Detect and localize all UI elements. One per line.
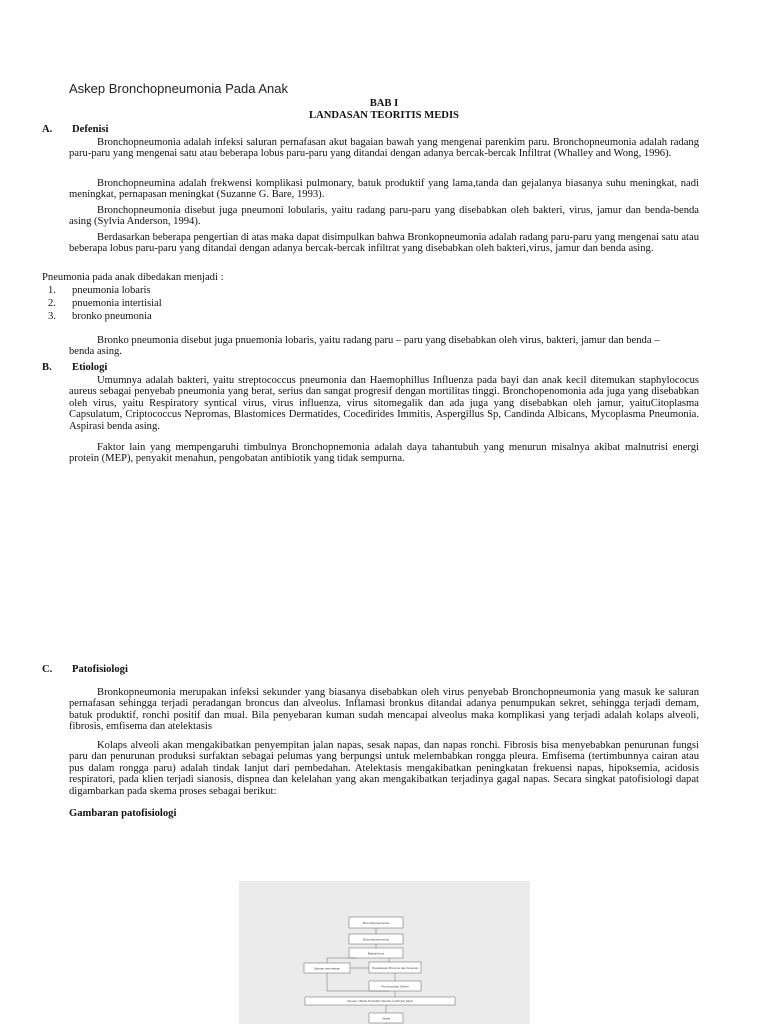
pathophysiology-diagram	[239, 881, 530, 1024]
section-a-title: Defenisi	[72, 124, 109, 135]
figure-caption: Gambaran patofisiologi	[69, 808, 177, 819]
diagram-node-label: Bakteri/virus	[367, 951, 385, 956]
section-b-title: Etiologi	[72, 362, 108, 373]
section-a-letter: A.	[42, 124, 53, 135]
etiology-paragraph-1: Umumnya adalah bakteri, yaitu streptococcus pneumonia dan Haemophillus Influenza pada bayi dan anak kecil ditemukan staphylococus aureus sebagai penyebab pneumonia yang berat, serius dan sangat progresif dengan mortilitas tinggi. Bronchopenomonia ada juga yang disebabkan oleh virus, yaitu Respiratory syntical virus, virus influenza, virus sitomegalik dan ada juga yang disebabkan oleh jamur, yaituCitoplasma Capsulatum, Criptococcus Nepromas, Blastomices Dermatides, Cocedirides Immitis, Aspergillus Sp, Candinda Albicans, Mycoplasma Pneumonia. Aspirasi benda asing.	[69, 375, 699, 432]
list-item-text: pneumonia lobaris	[72, 285, 151, 296]
list-item	[48, 311, 152, 322]
section-b-heading	[42, 362, 107, 373]
list-item	[48, 285, 151, 296]
closing-paragraph: Bronko pneumonia disebut juga pnuemonia lobaris, yaitu radang paru – paru yang disebabkan oleh virus, bakteri, jamur dan benda – benda asing.	[69, 335, 660, 358]
pathophysiology-paragraph-1: Bronkopneumonia merupakan infeksi sekunder yang biasanya disebabkan oleh virus penyebab Bronchopneumonia yang masuk ke saluran pernafasan sehingga terjadi peradangan broncus dan alveolus. Inflamasi bronkus ditandai adanya penumpukan sekret, sehingga terjadi demam, batuk produktif, ronchi positif dan mual. Bila penyebaran kuman sudah mencapai alveolus maka komplikasi yang terjadi adalah kolaps alveoli, fibrosis, emfisema dan atelektasis	[69, 687, 699, 733]
list-item-number: 3.	[48, 311, 56, 322]
list-intro: Pneumonia pada anak dibedakan menjadi :	[42, 272, 224, 283]
definition-paragraph-3: Bronchopneumonia disebut juga pneumoni lobularis, yaitu radang paru-paru yang disebabkan oleh bakteri, virus, jamur dan benda-benda asing (Sylvia Anderson, 1994).	[69, 205, 699, 228]
section-a-heading	[42, 124, 108, 135]
document-title: Askep Bronchopneumonia Pada Anak	[69, 81, 288, 96]
list-item-text: pnuemonia intertisial	[72, 298, 162, 309]
diagram-node-label: Sesak	[381, 1016, 391, 1021]
pathophysiology-paragraph-2: Kolaps alveoli akan mengakibatkan penyempitan jalan napas, sesak napas, dan napas ronchi. Fibrosis bisa menyebabkan penurunan fungsi paru dan penurunan produksi surfaktan sebagai pelumas yang berpungsi untuk melembabkan rongga pleura. Emfisema (tertimbunnya cairan atau pus dalam rongga paru) adalah tindak lanjut dari pembedahan. Atelektasis mengakibatkan peningkatan frekuensi napas, hipoksemia, acidosis respiratori, pada klien terjadi sianosis, dispnea dan kelelahan yang akan mengakibatkan terjadinya gagal napas. Secara singkat patofisiologi dapat digambarkan pada skema proses sebagai berikut:	[69, 740, 699, 797]
flow-diagram-svg	[239, 881, 530, 1024]
list-item-number: 2.	[48, 298, 56, 309]
diagram-node-label: Bronchopneumonia	[362, 937, 390, 942]
diagram-node-label: Bronchopneumonia	[362, 921, 390, 925]
definition-paragraph-1: Bronchopneumonia adalah infeksi saluran pernafasan akut bagaian bawah yang mengenai parenkim paru. Bronchopneumonia adalah radang paru-paru yang mengenai satu atau beberapa lobus paru-paru yang ditandai dengan adanya bercak-bercak Infiltrat (Whalley and Wong, 1996).	[69, 137, 699, 160]
section-c-title: Patofisiologi	[72, 664, 128, 675]
section-c-heading	[42, 664, 128, 675]
diagram-node-label: Saluran pernafasan	[313, 966, 341, 971]
definition-paragraph-4: Berdasarkan beberapa pengertian di atas maka dapat disimpulkan bahwa Bronkopneumonia adalah radang paru-paru yang mengenai satu atau beberapa lobus paru-paru yang ditandai dengan adanya bercak-bercak infiltrat yang disebabkan oleh bakteri,virus, jamur dan benda asing.	[69, 232, 699, 255]
list-item	[48, 298, 162, 309]
list-item-number: 1.	[48, 285, 56, 296]
diagram-node-label: Peradangan Broncus dan Alveolus	[371, 966, 419, 970]
etiology-paragraph-2: Faktor lain yang mempengaruhi timbulnya Bronchopnemonia adalah daya tahantubuh yang menurun misalnya akibat malnutrisi energi protein (MEP), penyakit menahun, pengobatan antibiotik yang tidak sempurna.	[69, 442, 699, 465]
diagram-node-label: Penumpukan Sekret	[381, 984, 409, 989]
section-b-letter: B.	[42, 362, 52, 373]
section-c-letter: C.	[42, 664, 53, 675]
chapter-title: LANDASAN TEORITIS MEDIS	[309, 110, 459, 121]
diagram-node-label: Demam, Batuk Produktif, Ronchi positif dan Mual	[347, 999, 413, 1003]
chapter-number: BAB I	[369, 98, 399, 109]
definition-paragraph-2: Bronchopneumina adalah frekwensi komplikasi pulmonary, batuk produktif yang lama,tanda dan gejalanya biasanya suhu meningkat, nadi meningkat, pernapasan meningkat (Suzanne G. Bare, 1993).	[69, 178, 699, 201]
list-item-text: bronko pneumonia	[72, 311, 152, 322]
